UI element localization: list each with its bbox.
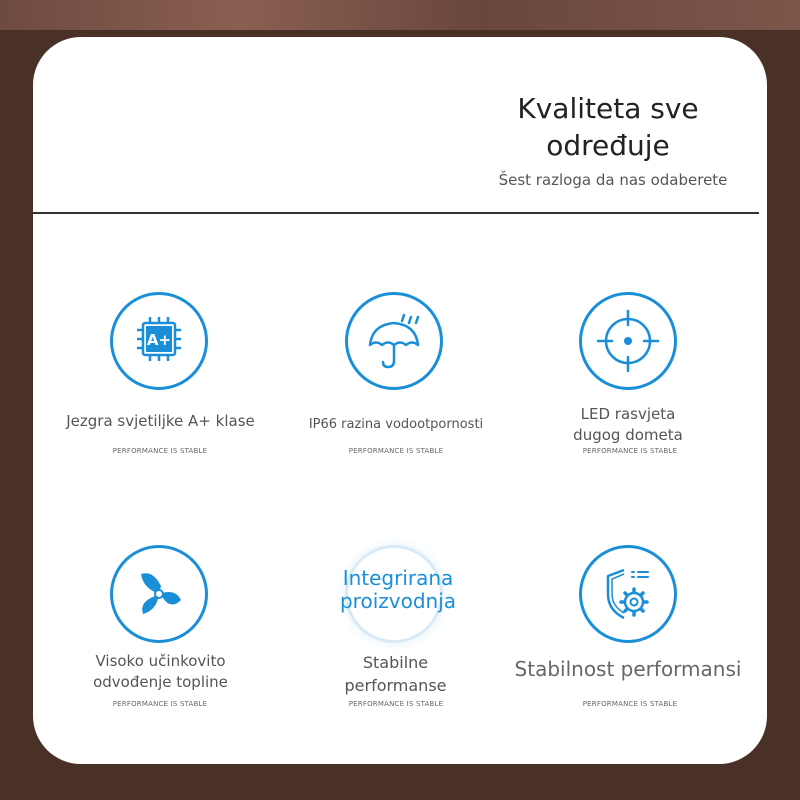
title-line-2: određuje	[546, 129, 670, 162]
feature-label	[533, 404, 723, 446]
label-line-1: LED rasvjeta	[580, 405, 676, 423]
feature-label: Jezgra svjetiljke A+ klase	[66, 412, 255, 430]
feature-label	[53, 651, 268, 693]
feature-subtext: PERFORMANCE IS STABLE	[112, 447, 208, 455]
feature-subtext: PERFORMANCE IS STABLE	[348, 447, 444, 455]
title-line-1: Kvaliteta sve	[517, 92, 699, 125]
header-divider	[33, 212, 759, 214]
feature-card	[33, 37, 767, 764]
feature-label: Stabilnost performansi	[514, 657, 742, 681]
label-line-2: performanse	[344, 676, 447, 695]
feature-label: IP66 razina vodootpornosti	[308, 417, 484, 432]
svg-text:A+: A+	[146, 331, 172, 349]
overlay-line-1: Integrirana	[342, 566, 454, 590]
overlay-line-2: proizvodnja	[339, 589, 457, 613]
page-subtitle: Šest razloga da nas odaberete	[498, 171, 728, 189]
label-line-1: Stabilne	[362, 653, 429, 672]
fan-icon	[110, 545, 208, 643]
label-line-2: dugog dometa	[573, 426, 683, 444]
feature-subtext: PERFORMANCE IS STABLE	[112, 700, 208, 708]
background-frame-top	[0, 0, 800, 30]
shield-gear-icon	[579, 545, 677, 643]
feature-subtext: PERFORMANCE IS STABLE	[582, 447, 678, 455]
cpu-a-plus-icon	[110, 292, 208, 390]
feature-subtext: PERFORMANCE IS STABLE	[582, 700, 678, 708]
feature-subtext: PERFORMANCE IS STABLE	[348, 700, 444, 708]
feature-label	[303, 651, 488, 697]
feature-overlay-text	[313, 567, 483, 613]
crosshair-icon	[579, 292, 677, 390]
label-line-2: odvođenje topline	[93, 673, 228, 691]
label-line-1: Visoko učinkovito	[95, 652, 226, 670]
umbrella-rain-icon	[345, 292, 443, 390]
page-title	[488, 90, 728, 164]
